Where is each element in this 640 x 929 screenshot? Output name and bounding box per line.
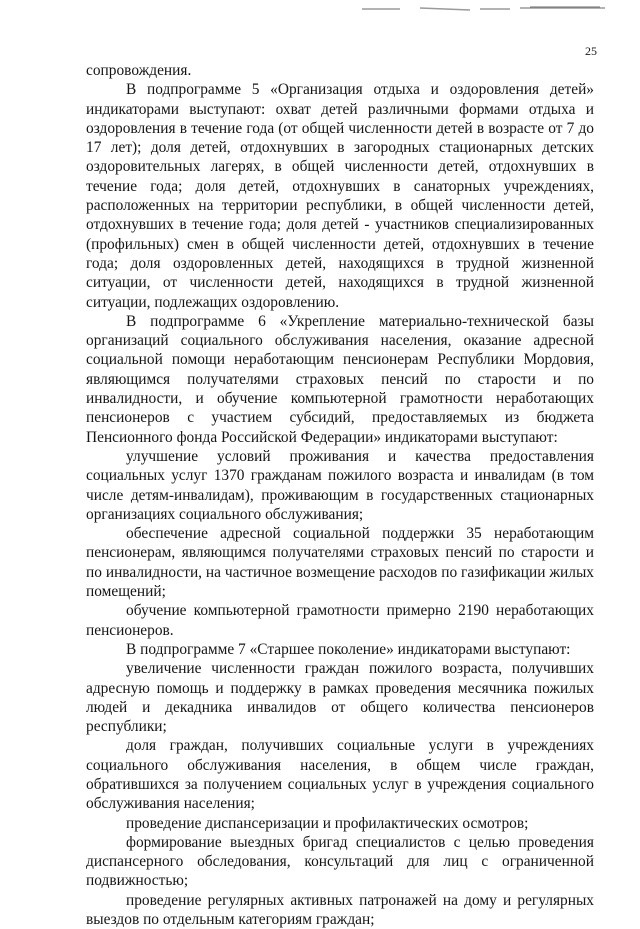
paragraph-subprogram-7: В подпрограмме 7 «Старшее поколение» индикаторами выступают:	[126, 640, 571, 658]
list-item: обучение компьютерной грамотности примерно 2190 неработающих пенсионеров.	[86, 602, 594, 639]
list-item: увеличение численности граждан пожилого возраста, получивших адресную помощь и поддержку в рамках проведения месячника пожилых людей и декадника инвалидов от общего количества пенсионеров республики;	[86, 660, 594, 736]
list-item: улучшение условий проживания и качества предоставления социальных услуг 1370 гражданам пожилого возраста и инвалидам (в том числе детям-инвалидам), проживающим в государственных стационарных организациях социального обслуживания;	[86, 447, 594, 523]
page-number: 25	[585, 44, 597, 58]
list-item: доля граждан, получивших социальные услуги в учреждениях социального обслуживания населения, в общем числе граждан, обратившихся за получением социальных услуг в учреждения социального обслуживания населения;	[86, 737, 594, 813]
paragraph-subprogram-5: В подпрограмме 5 «Организация отдыха и оздоровления детей» индикаторами выступают: охват детей различными формами отдыха и оздоровления в течение года (от общей численности детей в возрасте от 7 до 17 лет); доля детей, отдохнувших в загородных стационарных детских оздоровительных лагерях, в общей численности детей, отдохнувших в течение года; доля детей, отдохнувших в санаторных учреждениях, расположенных на территории республики, в общей численности детей, отдохнувших в течение года; доля детей - участников специализированных (профильных) смен в общей численности детей, отдохнувших в течение года; доля оздоровленных детей, находящихся в трудной жизненной ситуации, от численности детей, находящихся в трудной жизненной ситуации, подлежащих оздоровлению.	[86, 81, 594, 311]
list-item: проведение регулярных активных патронажей на дому и регулярных выездов по отдельным категориям граждан;	[86, 891, 594, 929]
list-item: формирование выездных бригад специалистов с целью проведения диспансерного обследования, консультаций для лиц с ограниченной подвижностью;	[86, 833, 594, 890]
paragraph: сопровождения.	[86, 62, 192, 79]
scan-edge-mark	[360, 6, 610, 12]
list-item: обеспечение адресной социальной поддержки 35 неработающим пенсионерам, являющимся получателями страховых пенсий по старости и по инвалидности, на частичное возмещение расходов по газификации жилых помещений;	[86, 525, 594, 601]
document-body	[86, 61, 594, 929]
paragraph-subprogram-6: В подпрограмме 6 «Укрепление материально-технической базы организаций социального обслуживания населения, оказание адресной социальной помощи неработающим пенсионерам Республики Мордовия, являющимся получателями страховых пенсий по старости и по инвалидности, и обучение компьютерной грамотности неработающих пенсионеров с участием субсидий, предоставляемых из бюджета Пенсионного фонда Российской Федерации» индикаторами выступают:	[86, 312, 594, 446]
list-item: проведение диспансеризации и профилактических осмотров;	[126, 814, 529, 832]
